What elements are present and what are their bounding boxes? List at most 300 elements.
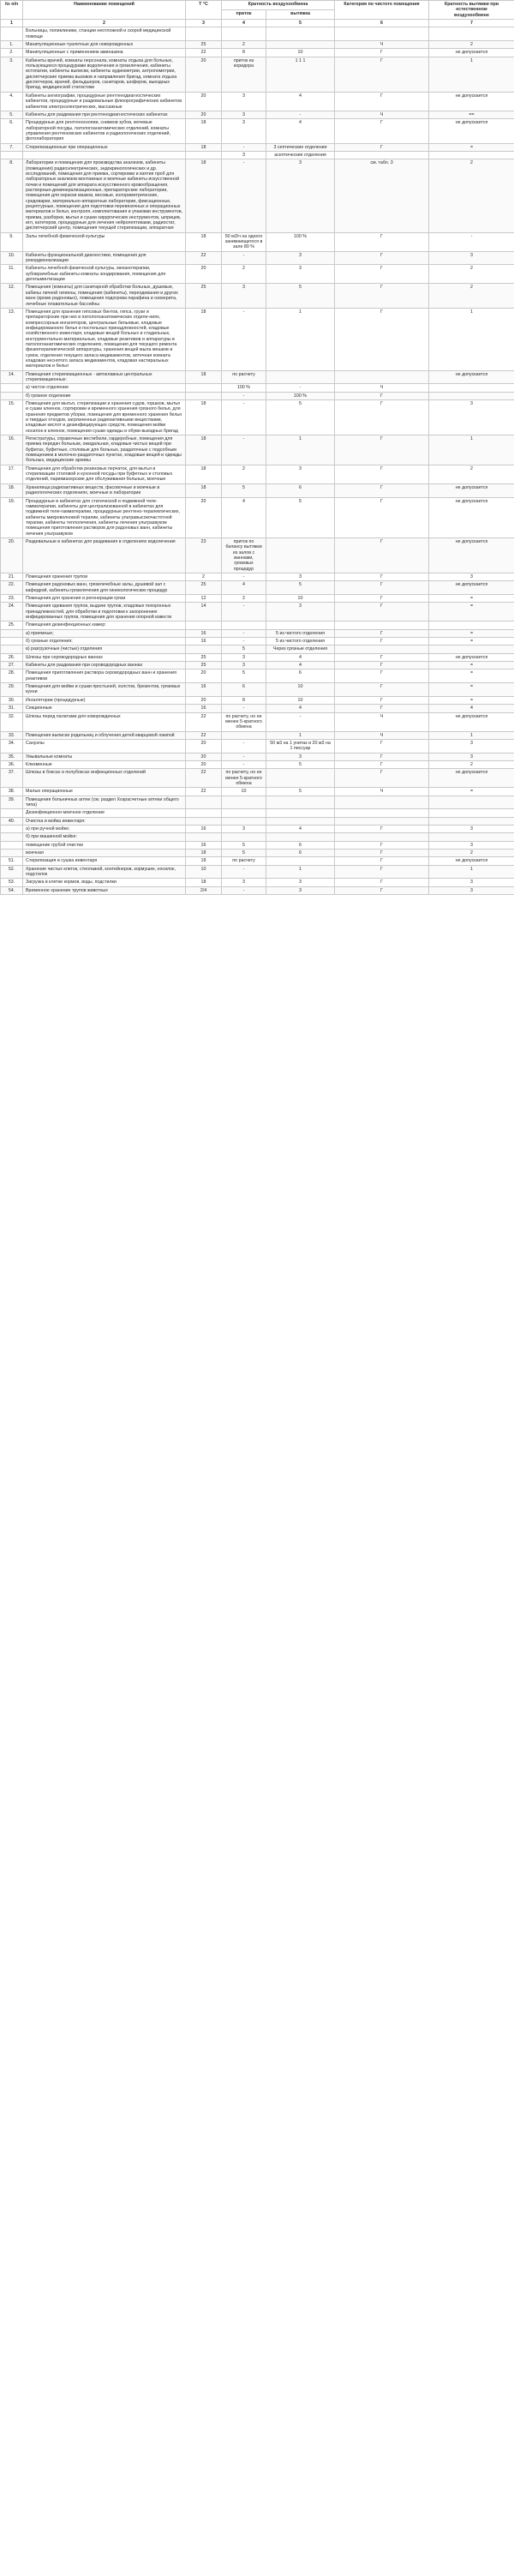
cleanliness-category-cell: Г	[335, 629, 429, 637]
room-name-cell: Стерилизация и сушка инвентаря	[23, 857, 186, 865]
table-row	[1, 284, 514, 308]
exhaust-rate-cell: 6	[266, 850, 335, 857]
inflow-rate-cell: по расчету	[222, 370, 266, 384]
cleanliness-category-cell: Г	[335, 400, 429, 435]
inflow-rate-cell: -	[222, 629, 266, 637]
exhaust-rate-cell: 3	[266, 573, 335, 580]
ventilation-norms-table	[0, 0, 514, 895]
natural-exhaust-rate-cell: 2	[429, 850, 514, 857]
room-name-cell	[23, 151, 186, 159]
temperature-cell: 18	[186, 857, 222, 865]
temperature-cell: 18	[186, 465, 222, 483]
temperature-cell: 18	[186, 232, 222, 251]
col-air-exchange-header: Кратность воздухообмена	[222, 1, 335, 10]
row-number-cell: 21.	[1, 573, 23, 580]
cleanliness-category-cell: Г	[335, 769, 429, 788]
room-name-cell: б) грязное отделение	[23, 392, 186, 399]
room-name-cell: Помещения радоновых ванн, грязелечебные залы, душевой зал с кафедрой, кабинеты грязелечения для гинекологических процедур	[23, 581, 186, 595]
cleanliness-category-cell: Г	[335, 760, 429, 768]
inflow-rate-cell: -	[222, 573, 266, 580]
inflow-rate-cell: 3	[222, 284, 266, 308]
room-name-cell: Хранение чистых клеток, стеллажей, контейнеров, кормушек, носилок, подстилок	[23, 865, 186, 879]
row-number-cell: 32.	[1, 712, 23, 731]
table-row	[1, 879, 514, 886]
cleanliness-category-cell: Г	[335, 662, 429, 670]
natural-exhaust-rate-cell: 3	[429, 753, 514, 760]
inflow-rate-cell: -	[222, 159, 266, 232]
table-row	[1, 850, 514, 857]
natural-exhaust-rate-cell: 2	[429, 159, 514, 232]
table-row	[1, 705, 514, 712]
table-row	[1, 739, 514, 753]
table-row	[1, 788, 514, 796]
row-number-cell: 8.	[1, 159, 23, 232]
temperature-cell	[186, 809, 222, 817]
exhaust-rate-cell	[266, 41, 335, 49]
inflow-rate-cell: -	[222, 760, 266, 768]
room-name-cell: Помещения приготовления раствора сероводородных ванн и хранения реактивов	[23, 670, 186, 683]
cleanliness-category-cell	[335, 370, 429, 384]
natural-header-sub: воздухообмене	[454, 12, 489, 18]
row-number-cell: 39.	[1, 796, 23, 809]
room-name-cell: Стерилизационные при операционных	[23, 143, 186, 151]
temperature-cell: 25	[186, 662, 222, 670]
temperature-cell	[186, 646, 222, 653]
room-name-cell: б) при машинной мойке:	[23, 833, 186, 841]
inflow-rate-cell: -	[222, 705, 266, 712]
inflow-rate-cell: -	[222, 886, 266, 894]
room-name-cell: Кабинеты для раздевания при сероводородных ваннах	[23, 662, 186, 670]
room-name-cell: в) разгрузочные (чистые) отделения	[23, 646, 186, 653]
inflow-rate-cell: -	[222, 865, 266, 879]
inflow-rate-cell: -	[222, 400, 266, 435]
cleanliness-category-cell: Г	[335, 497, 429, 537]
exhaust-rate-cell	[266, 857, 335, 865]
cleanliness-category-cell	[335, 646, 429, 653]
table-row	[1, 483, 514, 497]
natural-exhaust-rate-cell: не допускается	[429, 537, 514, 573]
col-inflow-header: приток	[222, 10, 266, 20]
room-name-cell: Помещения одевания трупов, выдачи трупов, кладовые похоронных принадлежностей, для обработки и подготовки к захоронению инфицированных трупов, помещения для хранения опорной извести	[23, 603, 186, 621]
table-row	[1, 817, 514, 825]
table-row	[1, 857, 514, 865]
cleanliness-category-cell: Г	[335, 739, 429, 753]
exhaust-rate-cell: 5	[266, 400, 335, 435]
exhaust-rate-cell: -	[266, 111, 335, 118]
temperature-cell: 22	[186, 731, 222, 739]
temperature-cell: 20	[186, 760, 222, 768]
inflow-rate-cell: 3	[222, 879, 266, 886]
room-name-cell: Шлюзы при сероводородных ваннах	[23, 653, 186, 661]
exhaust-rate-cell	[266, 796, 335, 809]
natural-exhaust-rate-cell: не допускается	[429, 581, 514, 595]
row-number-cell: 28.	[1, 670, 23, 683]
exhaust-rate-cell: 3	[266, 159, 335, 232]
room-name-cell: Помещения для мойки и сушки простыней, холстов, брезентов, грязевых кухни	[23, 683, 186, 697]
table-row	[1, 392, 514, 399]
row-number-cell: 40.	[1, 817, 23, 825]
natural-exhaust-rate-cell: -	[429, 232, 514, 251]
inflow-rate-cell: 8	[222, 696, 266, 704]
cleanliness-category-cell	[335, 27, 429, 41]
room-name-cell: Помещения для хранения и регенерации грязи	[23, 595, 186, 603]
natural-exhaust-rate-cell: 3	[429, 573, 514, 580]
cleanliness-category-cell: Г	[335, 284, 429, 308]
table-row	[1, 646, 514, 653]
natural-exhaust-rate-cell: 2	[429, 465, 514, 483]
table-row	[1, 865, 514, 879]
column-number: 2	[23, 20, 186, 27]
room-name-cell: Помещения (комнаты) для санитарной обработки больных, душевые, кабины личной гигиены, помещения (кабинеты), переодевания и других ванн (кроме радоновых), помещения подогрева парафина и озокерита, лечебные плавательные бассейны	[23, 284, 186, 308]
col-name-header: Наименование помещений	[23, 1, 186, 20]
exhaust-rate-cell	[266, 833, 335, 841]
table-row	[1, 796, 514, 809]
exhaust-rate-cell: -	[266, 384, 335, 392]
natural-exhaust-rate-cell: 1	[429, 865, 514, 879]
row-number-cell: 51.	[1, 857, 23, 865]
exhaust-rate-cell: 4	[266, 826, 335, 833]
cleanliness-category-cell: Г	[335, 57, 429, 92]
row-number-cell	[1, 833, 23, 841]
cleanliness-category-cell: Г	[335, 251, 429, 265]
cleanliness-category-cell: Г	[335, 653, 429, 661]
temperature-cell	[186, 27, 222, 41]
col-number-header: № п/п	[1, 1, 23, 20]
table-row	[1, 712, 514, 731]
exhaust-rate-cell: 5	[266, 284, 335, 308]
inflow-rate-cell: 5	[222, 646, 266, 653]
inflow-rate-cell	[222, 809, 266, 817]
inflow-rate-cell: 3	[222, 662, 266, 670]
exhaust-rate-cell: 5 из чистого отделения	[266, 638, 335, 646]
table-row	[1, 119, 514, 143]
exhaust-rate-cell	[266, 370, 335, 384]
temperature-cell: 10	[186, 865, 222, 879]
row-number-cell: 35.	[1, 753, 23, 760]
temperature-cell: 18	[186, 435, 222, 465]
row-number-cell: 16.	[1, 435, 23, 465]
row-number-cell: 4.	[1, 92, 23, 111]
table-row	[1, 27, 514, 41]
row-number-cell: 19.	[1, 497, 23, 537]
temperature-cell: 18	[186, 159, 222, 232]
table-row	[1, 833, 514, 841]
table-row	[1, 826, 514, 833]
cleanliness-category-cell: Г	[335, 603, 429, 621]
row-number-cell: 27.	[1, 662, 23, 670]
col-exhaust-header: вытяжка	[266, 10, 335, 20]
natural-exhaust-rate-cell	[429, 384, 514, 392]
table-row	[1, 696, 514, 704]
natural-exhaust-rate-cell: 3	[429, 251, 514, 265]
cleanliness-category-cell: Г	[335, 841, 429, 849]
natural-exhaust-rate-cell: 3	[429, 739, 514, 753]
table-row	[1, 573, 514, 580]
cleanliness-category-cell: Г	[335, 696, 429, 704]
col-cleanliness-header: Категория по чистоте помещения	[335, 1, 429, 20]
natural-exhaust-rate-cell: не допускается	[429, 497, 514, 537]
table-row	[1, 111, 514, 118]
room-name-cell: Помещения больничных аптек (см. раздел Хозрасчетные аптеки общего типа)	[23, 796, 186, 809]
inflow-rate-cell	[222, 731, 266, 739]
cleanliness-category-cell	[335, 621, 429, 629]
table-row	[1, 308, 514, 370]
exhaust-rate-cell: 6	[266, 483, 335, 497]
inflow-rate-cell: 2	[222, 265, 266, 284]
inflow-rate-cell: 3	[222, 119, 266, 143]
exhaust-rate-cell: 3	[266, 251, 335, 265]
row-number-cell: 23.	[1, 595, 23, 603]
inflow-rate-cell	[222, 27, 266, 41]
table-body	[1, 27, 514, 895]
natural-exhaust-rate-cell: 2	[429, 760, 514, 768]
natural-exhaust-rate-cell: не допускается	[429, 370, 514, 384]
row-number-cell: 20.	[1, 537, 23, 573]
temperature-cell: 16	[186, 705, 222, 712]
inflow-rate-cell: -	[222, 435, 266, 465]
temperature-cell: 2	[186, 573, 222, 580]
natural-exhaust-rate-cell: =	[429, 683, 514, 697]
exhaust-rate-cell	[266, 537, 335, 573]
table-row	[1, 537, 514, 573]
exhaust-rate-cell: 1	[266, 731, 335, 739]
cleanliness-category-cell: Г	[335, 886, 429, 894]
exhaust-rate-cell: 10	[266, 595, 335, 603]
natural-exhaust-rate-cell	[429, 621, 514, 629]
room-name-cell: Умывальные комнаты	[23, 753, 186, 760]
inflow-rate-cell: -	[222, 638, 266, 646]
cleanliness-category-cell: Ч	[335, 731, 429, 739]
temperature-cell: 12	[186, 595, 222, 603]
table-row	[1, 159, 514, 232]
temperature-cell: 18	[186, 483, 222, 497]
inflow-rate-cell: -	[222, 603, 266, 621]
natural-exhaust-rate-cell: =	[429, 670, 514, 683]
temperature-cell: 20	[186, 739, 222, 753]
col-temp-header: Т °С	[186, 1, 222, 20]
room-name-cell: Дезинфекционно-моечное отделение	[23, 809, 186, 817]
row-number-cell: 52.	[1, 865, 23, 879]
temperature-cell: 18	[186, 850, 222, 857]
room-name-cell: Кабинеты ангиографии, процедурные рентгенодиагностических кабинетов, процедурные и раздевальные флюорографических кабинетов кабинетов электроэлектрических, массажные	[23, 92, 186, 111]
table-row	[1, 769, 514, 788]
room-name-cell: Помещения для хранения гипсовых бинтов, гипса, грузи и препараторские при них в патологоанатомических отделе-ниях, компрессорные ингаляторов, центральные бельевые, кладовые инфицированного белья и постельных принадлежностей, кладовые хозяйственного инвентаря, кладовые вещей больных и стадильных, инструментально-материальные, кладовые реактивов и аппаратуры в патологоанатомических отделениях, помещения для текущего ремонта физиотерапевтической аппаратуры, хранения вещей мыла мешков и сумок, отделения текущего запаса медикаментов, аптечная комната кладовая неснятого запаса медикаментов, кладовая настиральных материалов и белья	[23, 308, 186, 370]
inflow-rate-cell: 2	[222, 465, 266, 483]
natural-exhaust-rate-cell: не допускается	[429, 49, 514, 57]
cleanliness-category-cell: Г	[335, 265, 429, 284]
inflow-rate-cell: 4	[222, 581, 266, 595]
exhaust-rate-cell: 1	[266, 308, 335, 370]
table-row	[1, 731, 514, 739]
row-number-cell: 10.	[1, 251, 23, 265]
temperature-cell: 22	[186, 251, 222, 265]
exhaust-rate-cell: 5 из чистого отделения	[266, 629, 335, 637]
cleanliness-category-cell: Г	[335, 92, 429, 111]
inflow-rate-cell: 3	[222, 826, 266, 833]
natural-exhaust-rate-cell	[429, 833, 514, 841]
natural-exhaust-rate-cell: 2	[429, 265, 514, 284]
column-number: 1	[1, 20, 23, 27]
row-number-cell: 53.	[1, 879, 23, 886]
temperature-cell	[186, 621, 222, 629]
room-name-cell: Манипуляционные-туалетные для новорожденных	[23, 41, 186, 49]
natural-exhaust-rate-cell: =	[429, 595, 514, 603]
table-row	[1, 581, 514, 595]
temperature-cell: 20	[186, 111, 222, 118]
natural-exhaust-rate-cell: =	[429, 638, 514, 646]
row-number-cell: 2.	[1, 49, 23, 57]
row-number-cell	[1, 392, 23, 399]
room-name-cell: Помещения для мытья, стерилизации и хранения судов, горшков, мытья и сушки клеенок, сортировки и временного хранения грязного белья, для хранения предметов уборки, помещения для временного хранения белья и твердых отходов, загрязненных радиоактивными веществами, кладовые кислот и дезинфицирующих средств, помещения мойки носилок и клеенок, помещения сушки одежды и обуви выездных бригад	[23, 400, 186, 435]
row-number-cell: 1.	[1, 41, 23, 49]
table-row	[1, 670, 514, 683]
table-row	[1, 370, 514, 384]
table-row	[1, 251, 514, 265]
exhaust-rate-cell: 5	[266, 581, 335, 595]
temperature-cell: 20	[186, 753, 222, 760]
row-number-cell: 29.	[1, 683, 23, 697]
room-name-cell: Хранилища радиоактивных веществ, фасовочные и моечные в радиологических отделениях, моечные в лаборатории	[23, 483, 186, 497]
exhaust-rate-cell: -	[266, 712, 335, 731]
row-number-cell	[1, 826, 23, 833]
temperature-cell: 25	[186, 41, 222, 49]
inflow-rate-cell: -	[222, 308, 266, 370]
room-name-cell: моечная	[23, 850, 186, 857]
temperature-cell	[186, 384, 222, 392]
row-number-cell	[1, 841, 23, 849]
room-name-cell: Очистка и мойка инвентаря:	[23, 817, 186, 825]
room-name-cell: а) чистое отделение	[23, 384, 186, 392]
exhaust-rate-cell: 4	[266, 653, 335, 661]
table-row	[1, 435, 514, 465]
room-name-cell: Загрузка в клетки кормов, воды, подстилки	[23, 879, 186, 886]
inflow-rate-cell: по расчету	[222, 857, 266, 865]
room-name-cell: помещение грубой очистки	[23, 841, 186, 849]
natural-exhaust-rate-cell: не допускается	[429, 653, 514, 661]
inflow-rate-cell: 10	[222, 788, 266, 796]
temperature-cell: 18	[186, 143, 222, 151]
exhaust-rate-cell: 5	[266, 760, 335, 768]
exhaust-rate-cell	[266, 769, 335, 788]
cleanliness-category-cell	[335, 151, 429, 159]
room-name-cell: Ингалятории (процедурные)	[23, 696, 186, 704]
table-row	[1, 809, 514, 817]
room-name-cell: Кабинеты функциональной диагностики, помещения для рекордмонализации	[23, 251, 186, 265]
natural-exhaust-rate-cell	[429, 151, 514, 159]
natural-exhaust-rate-cell: 1	[429, 57, 514, 92]
inflow-rate-cell: 3	[222, 151, 266, 159]
row-number-cell	[1, 151, 23, 159]
temperature-cell: 2/4	[186, 886, 222, 894]
cleanliness-category-cell: Г	[335, 753, 429, 760]
temperature-cell: 22	[186, 769, 222, 788]
header-row	[1, 1, 514, 10]
table-row	[1, 384, 514, 392]
natural-exhaust-rate-cell	[429, 817, 514, 825]
row-number-cell: 31.	[1, 705, 23, 712]
column-number: 7	[429, 20, 514, 27]
table-row	[1, 653, 514, 661]
inflow-rate-cell: -	[222, 251, 266, 265]
temperature-cell: 16	[186, 638, 222, 646]
table-row	[1, 400, 514, 435]
cleanliness-category-cell: Г	[335, 865, 429, 879]
exhaust-rate-cell: 4	[266, 662, 335, 670]
temperature-cell: 16	[186, 826, 222, 833]
natural-exhaust-rate-cell: 1	[429, 435, 514, 465]
natural-exhaust-rate-cell: 1	[429, 308, 514, 370]
table-row	[1, 683, 514, 697]
row-number-cell: 22.	[1, 581, 23, 595]
exhaust-rate-cell: 4	[266, 119, 335, 143]
natural-exhaust-rate-cell	[429, 392, 514, 399]
column-number-row	[1, 20, 514, 27]
cleanliness-category-cell: Г	[335, 392, 429, 399]
inflow-rate-cell: 50 м3/ч на одного занимающегося в зале 80 %	[222, 232, 266, 251]
temperature-cell: 20	[186, 497, 222, 537]
natural-exhaust-rate-cell: =	[429, 788, 514, 796]
inflow-rate-cell: 5	[222, 850, 266, 857]
room-name-cell: Процедурные для рентгеноскопии, снимков зубов, мочевые лабораторной посуды, патологоанатомических отделений, комнаты управления рентгеновских кабинетов и радиологических отделений, фотолаборатория	[23, 119, 186, 143]
room-name-cell: Временное хранение трупов животных	[23, 886, 186, 894]
temperature-cell: 20	[186, 57, 222, 92]
exhaust-rate-cell: 3	[266, 265, 335, 284]
temperature-cell: 20	[186, 696, 222, 704]
cleanliness-category-cell: Г	[335, 232, 429, 251]
natural-exhaust-rate-cell: 3	[429, 826, 514, 833]
exhaust-rate-cell	[266, 817, 335, 825]
exhaust-rate-cell: 5	[266, 497, 335, 537]
row-number-cell: 36.	[1, 760, 23, 768]
room-name-cell: Санузлы	[23, 739, 186, 753]
cleanliness-category-cell: Г	[335, 308, 429, 370]
cleanliness-category-cell: Г	[335, 49, 429, 57]
temperature-cell	[186, 392, 222, 399]
room-name-cell: Залы лечебной физической культуры	[23, 232, 186, 251]
exhaust-rate-cell: 50 м3 на 1 унитаз и 20 м3 на 1 писсуар	[266, 739, 335, 753]
natural-exhaust-rate-cell: не допускается	[429, 769, 514, 788]
inflow-rate-cell	[222, 621, 266, 629]
room-name-cell: а) приемные;	[23, 629, 186, 637]
table-row	[1, 143, 514, 151]
row-number-cell	[1, 809, 23, 817]
temperature-cell	[186, 796, 222, 809]
temperature-cell: 25	[186, 284, 222, 308]
inflow-rate-cell: -	[222, 753, 266, 760]
inflow-rate-cell: -	[222, 739, 266, 753]
natural-exhaust-rate-cell: =	[429, 662, 514, 670]
room-name-cell: Помещения для обработки резиновых перчаток, для мытья и стерилизации столовой и кухонной посуды при буфетных и столовых отделений, парикмахерские для обслуживания больных, моечные	[23, 465, 186, 483]
natural-exhaust-rate-cell: не допускается	[429, 92, 514, 111]
exhaust-rate-cell: 3	[266, 879, 335, 886]
temperature-cell: 14	[186, 603, 222, 621]
table-row	[1, 92, 514, 111]
natural-exhaust-rate-cell: 3	[429, 841, 514, 849]
cleanliness-category-cell: Ч	[335, 712, 429, 731]
row-number-cell: 12.	[1, 284, 23, 308]
room-name-cell: Раздевальные в кабинетах для раздевания в отделениях водолечения	[23, 537, 186, 573]
row-number-cell: 17.	[1, 465, 23, 483]
row-number-cell: 6.	[1, 119, 23, 143]
temperature-cell: 22	[186, 712, 222, 731]
table-row	[1, 41, 514, 49]
inflow-rate-cell: 6	[222, 683, 266, 697]
row-number-cell: 5.	[1, 111, 23, 118]
table-row	[1, 465, 514, 483]
cleanliness-category-cell: Ч	[335, 384, 429, 392]
inflow-rate-cell	[222, 817, 266, 825]
cleanliness-category-cell: Г	[335, 119, 429, 143]
